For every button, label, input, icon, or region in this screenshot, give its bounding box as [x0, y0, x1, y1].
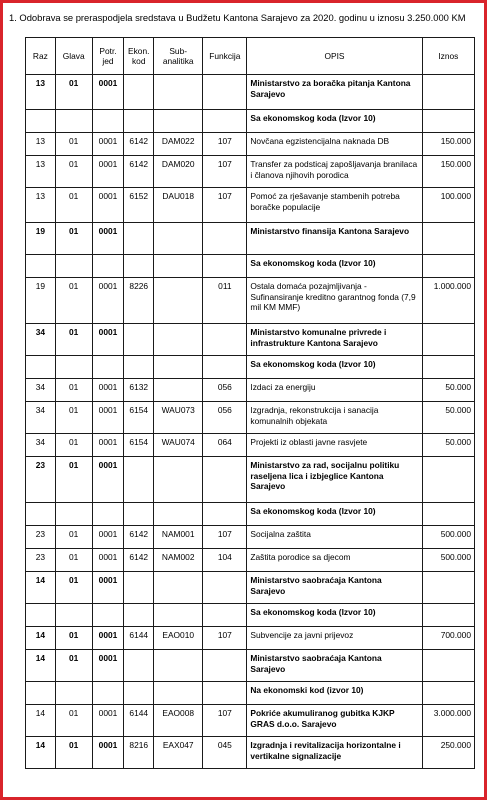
- cell-iznos: 50.000: [422, 402, 474, 434]
- cell-funkcija: 056: [203, 379, 247, 402]
- cell-ekon-kod: 6144: [124, 627, 154, 650]
- cell-subanalitika: [154, 379, 203, 402]
- table-row: [26, 627, 475, 650]
- header-ekon-kod: Ekon. kod: [124, 38, 154, 75]
- cell-raz: 23: [26, 457, 56, 503]
- cell-subanalitika: [154, 255, 203, 278]
- cell-potr-jed: [92, 255, 124, 278]
- cell-iznos: 700.000: [422, 627, 474, 650]
- cell-funkcija: 107: [203, 526, 247, 549]
- table-row: [26, 402, 475, 434]
- cell-glava: 01: [55, 705, 92, 737]
- cell-subanalitika: [154, 110, 203, 133]
- table-row: [26, 324, 475, 356]
- cell-glava: [55, 110, 92, 133]
- cell-funkcija: [203, 503, 247, 526]
- cell-ekon-kod: [124, 110, 154, 133]
- table-row: [26, 133, 475, 156]
- cell-raz: 23: [26, 526, 56, 549]
- cell-opis: Izgradnja, rekonstrukcija i sanacija komunalnih objekata: [247, 402, 422, 434]
- cell-ekon-kod: [124, 356, 154, 379]
- table-row: [26, 457, 475, 503]
- cell-subanalitika: [154, 324, 203, 356]
- cell-ekon-kod: [124, 324, 154, 356]
- cell-iznos: 3.000.000: [422, 705, 474, 737]
- cell-ekon-kod: 6154: [124, 434, 154, 457]
- table-row: [26, 223, 475, 255]
- cell-raz: 34: [26, 324, 56, 356]
- cell-glava: 01: [55, 650, 92, 682]
- cell-funkcija: 056: [203, 402, 247, 434]
- cell-raz: [26, 255, 56, 278]
- cell-subanalitika: DAU018: [154, 188, 203, 223]
- cell-potr-jed: 0001: [92, 278, 124, 324]
- cell-iznos: 100.000: [422, 188, 474, 223]
- cell-subanalitika: EAO008: [154, 705, 203, 737]
- cell-potr-jed: 0001: [92, 572, 124, 604]
- cell-funkcija: [203, 110, 247, 133]
- cell-opis: Izdaci za energiju: [247, 379, 422, 402]
- cell-potr-jed: 0001: [92, 379, 124, 402]
- cell-funkcija: [203, 457, 247, 503]
- cell-glava: 01: [55, 133, 92, 156]
- cell-opis: Subvencije za javni prijevoz: [247, 627, 422, 650]
- cell-potr-jed: 0001: [92, 627, 124, 650]
- cell-opis: Transfer za podsticaj zapošljavanja branilaca i članova njihovih porodica: [247, 156, 422, 188]
- cell-potr-jed: 0001: [92, 705, 124, 737]
- cell-opis: Zaštita porodice sa djecom: [247, 549, 422, 572]
- table-row: [26, 110, 475, 133]
- cell-ekon-kod: [124, 75, 154, 110]
- cell-subanalitika: WAU074: [154, 434, 203, 457]
- cell-iznos: 150.000: [422, 133, 474, 156]
- cell-funkcija: 107: [203, 133, 247, 156]
- cell-raz: 14: [26, 627, 56, 650]
- cell-funkcija: 107: [203, 705, 247, 737]
- cell-potr-jed: [92, 604, 124, 627]
- header-raz: Raz: [26, 38, 56, 75]
- cell-funkcija: [203, 324, 247, 356]
- cell-subanalitika: EAX047: [154, 737, 203, 769]
- cell-funkcija: [203, 255, 247, 278]
- cell-iznos: [422, 356, 474, 379]
- cell-raz: [26, 110, 56, 133]
- cell-subanalitika: NAM001: [154, 526, 203, 549]
- cell-iznos: 50.000: [422, 379, 474, 402]
- cell-subanalitika: [154, 604, 203, 627]
- cell-glava: 01: [55, 324, 92, 356]
- cell-glava: 01: [55, 737, 92, 769]
- cell-subanalitika: NAM002: [154, 549, 203, 572]
- cell-ekon-kod: 6132: [124, 379, 154, 402]
- cell-raz: [26, 356, 56, 379]
- cell-glava: [55, 682, 92, 705]
- cell-funkcija: 107: [203, 156, 247, 188]
- table-row: [26, 682, 475, 705]
- cell-potr-jed: 0001: [92, 737, 124, 769]
- cell-potr-jed: 0001: [92, 223, 124, 255]
- cell-potr-jed: 0001: [92, 324, 124, 356]
- cell-subanalitika: [154, 457, 203, 503]
- cell-funkcija: [203, 604, 247, 627]
- cell-iznos: 150.000: [422, 156, 474, 188]
- table-row: [26, 604, 475, 627]
- cell-ekon-kod: 8216: [124, 737, 154, 769]
- table-row: [26, 503, 475, 526]
- table-row: [26, 156, 475, 188]
- cell-glava: 01: [55, 627, 92, 650]
- cell-glava: 01: [55, 572, 92, 604]
- cell-ekon-kod: [124, 255, 154, 278]
- cell-potr-jed: [92, 356, 124, 379]
- table-row: [26, 572, 475, 604]
- cell-ekon-kod: 8226: [124, 278, 154, 324]
- cell-raz: 19: [26, 278, 56, 324]
- cell-funkcija: 107: [203, 627, 247, 650]
- cell-ekon-kod: 6142: [124, 526, 154, 549]
- cell-iznos: [422, 75, 474, 110]
- cell-opis: Pomoć za rješavanje stambenih potreba boračke populacije: [247, 188, 422, 223]
- cell-raz: 13: [26, 188, 56, 223]
- cell-glava: 01: [55, 549, 92, 572]
- cell-potr-jed: 0001: [92, 434, 124, 457]
- cell-subanalitika: [154, 650, 203, 682]
- cell-potr-jed: 0001: [92, 549, 124, 572]
- cell-potr-jed: 0001: [92, 188, 124, 223]
- cell-opis: Ministarstvo za rad, socijalnu politiku raseljena lica i izbjeglice Kantona Sarajevo: [247, 457, 422, 503]
- cell-glava: 01: [55, 223, 92, 255]
- cell-glava: 01: [55, 526, 92, 549]
- cell-opis: Pokriće akumuliranog gubitka KJKP GRAS d.o.o. Sarajevo: [247, 705, 422, 737]
- cell-potr-jed: 0001: [92, 650, 124, 682]
- cell-iznos: [422, 457, 474, 503]
- cell-glava: [55, 356, 92, 379]
- cell-subanalitika: [154, 356, 203, 379]
- cell-opis: Socijalna zaštita: [247, 526, 422, 549]
- table-row: [26, 379, 475, 402]
- cell-glava: 01: [55, 156, 92, 188]
- cell-opis: Ministarstvo komunalne privrede i infrastrukture Kantona Sarajevo: [247, 324, 422, 356]
- cell-opis: Sa ekonomskog koda (Izvor 10): [247, 255, 422, 278]
- cell-opis: Ministarstvo saobraćaja Kantona Sarajevo: [247, 572, 422, 604]
- cell-subanalitika: [154, 572, 203, 604]
- cell-ekon-kod: 6152: [124, 188, 154, 223]
- cell-subanalitika: [154, 503, 203, 526]
- cell-ekon-kod: [124, 457, 154, 503]
- cell-iznos: 250.000: [422, 737, 474, 769]
- cell-raz: 13: [26, 156, 56, 188]
- cell-potr-jed: 0001: [92, 75, 124, 110]
- cell-funkcija: 064: [203, 434, 247, 457]
- cell-raz: 14: [26, 650, 56, 682]
- cell-raz: [26, 682, 56, 705]
- budget-table: [25, 37, 475, 769]
- cell-subanalitika: WAU073: [154, 402, 203, 434]
- cell-opis: Ostala domaća pozajmljivanja - Sufinansiranje kreditno garantnog fonda (7,9 mil KM MMF): [247, 278, 422, 324]
- cell-opis: Projekti iz oblasti javne rasvjete: [247, 434, 422, 457]
- header-subanalitika: Sub-analitika: [154, 38, 203, 75]
- cell-ekon-kod: [124, 223, 154, 255]
- table-row: [26, 278, 475, 324]
- intro-paragraph: 1. Odobrava se preraspodjela sredstava u Budžetu Kantona Sarajevo za 2020. godinu u iznosu 3.250.000 KM: [9, 12, 466, 23]
- header-iznos: Iznos: [422, 38, 474, 75]
- cell-opis: Novčana egzistencijalna naknada DB: [247, 133, 422, 156]
- cell-glava: 01: [55, 434, 92, 457]
- cell-ekon-kod: 6142: [124, 156, 154, 188]
- cell-potr-jed: 0001: [92, 133, 124, 156]
- cell-glava: 01: [55, 379, 92, 402]
- cell-subanalitika: [154, 75, 203, 110]
- cell-iznos: 500.000: [422, 549, 474, 572]
- table-row: [26, 356, 475, 379]
- cell-potr-jed: [92, 503, 124, 526]
- cell-potr-jed: [92, 110, 124, 133]
- header-opis: OPIS: [247, 38, 422, 75]
- cell-iznos: [422, 604, 474, 627]
- cell-funkcija: [203, 650, 247, 682]
- cell-ekon-kod: [124, 503, 154, 526]
- cell-ekon-kod: 6142: [124, 133, 154, 156]
- cell-subanalitika: [154, 682, 203, 705]
- table-row: [26, 650, 475, 682]
- cell-subanalitika: DAM022: [154, 133, 203, 156]
- table-row: [26, 255, 475, 278]
- cell-iznos: [422, 255, 474, 278]
- cell-glava: 01: [55, 278, 92, 324]
- cell-iznos: [422, 572, 474, 604]
- cell-iznos: [422, 110, 474, 133]
- cell-funkcija: [203, 75, 247, 110]
- table-row: [26, 737, 475, 769]
- cell-ekon-kod: [124, 650, 154, 682]
- table-body: [26, 75, 475, 769]
- cell-opis: Sa ekonomskog koda (Izvor 10): [247, 604, 422, 627]
- cell-raz: 14: [26, 737, 56, 769]
- table-row: [26, 75, 475, 110]
- cell-ekon-kod: 6142: [124, 549, 154, 572]
- cell-iznos: [422, 223, 474, 255]
- cell-funkcija: 104: [203, 549, 247, 572]
- cell-glava: [55, 255, 92, 278]
- cell-funkcija: 107: [203, 188, 247, 223]
- cell-funkcija: [203, 682, 247, 705]
- cell-iznos: 500.000: [422, 526, 474, 549]
- cell-raz: 19: [26, 223, 56, 255]
- table-row: [26, 434, 475, 457]
- cell-iznos: [422, 324, 474, 356]
- cell-raz: 14: [26, 572, 56, 604]
- cell-funkcija: [203, 356, 247, 379]
- cell-raz: 23: [26, 549, 56, 572]
- cell-raz: 14: [26, 705, 56, 737]
- cell-opis: Ministarstvo saobraćaja Kantona Sarajevo: [247, 650, 422, 682]
- table-row: [26, 705, 475, 737]
- cell-potr-jed: 0001: [92, 156, 124, 188]
- cell-iznos: [422, 682, 474, 705]
- cell-raz: 34: [26, 379, 56, 402]
- cell-raz: 13: [26, 75, 56, 110]
- header-potr-jed: Potr. jed: [92, 38, 124, 75]
- cell-subanalitika: [154, 278, 203, 324]
- cell-glava: 01: [55, 457, 92, 503]
- cell-ekon-kod: [124, 604, 154, 627]
- table-row: [26, 526, 475, 549]
- cell-glava: [55, 503, 92, 526]
- cell-iznos: [422, 650, 474, 682]
- cell-opis: Sa ekonomskog koda (Izvor 10): [247, 356, 422, 379]
- cell-subanalitika: EAO010: [154, 627, 203, 650]
- header-funkcija: Funkcija: [203, 38, 247, 75]
- table-row: [26, 188, 475, 223]
- cell-ekon-kod: 6154: [124, 402, 154, 434]
- table-row: [26, 549, 475, 572]
- cell-opis: Na ekonomski kod (izvor 10): [247, 682, 422, 705]
- cell-raz: [26, 604, 56, 627]
- cell-subanalitika: DAM020: [154, 156, 203, 188]
- cell-potr-jed: 0001: [92, 526, 124, 549]
- cell-glava: [55, 604, 92, 627]
- cell-funkcija: [203, 223, 247, 255]
- table-header-row: [26, 38, 475, 75]
- cell-glava: 01: [55, 402, 92, 434]
- cell-opis: Ministarstvo za boračka pitanja Kantona Sarajevo: [247, 75, 422, 110]
- cell-glava: 01: [55, 75, 92, 110]
- cell-opis: Izgradnja i revitalizacija horizontalne i vertikalne signalizacije: [247, 737, 422, 769]
- cell-glava: 01: [55, 188, 92, 223]
- cell-opis: Ministarstvo finansija Kantona Sarajevo: [247, 223, 422, 255]
- cell-opis: Sa ekonomskog koda (Izvor 10): [247, 110, 422, 133]
- cell-opis: Sa ekonomskog koda (Izvor 10): [247, 503, 422, 526]
- cell-iznos: [422, 503, 474, 526]
- cell-potr-jed: 0001: [92, 402, 124, 434]
- cell-potr-jed: 0001: [92, 457, 124, 503]
- cell-iznos: 50.000: [422, 434, 474, 457]
- cell-funkcija: [203, 572, 247, 604]
- cell-raz: 34: [26, 434, 56, 457]
- cell-funkcija: 011: [203, 278, 247, 324]
- cell-raz: 13: [26, 133, 56, 156]
- cell-ekon-kod: 6144: [124, 705, 154, 737]
- header-glava: Glava: [55, 38, 92, 75]
- cell-potr-jed: [92, 682, 124, 705]
- cell-raz: 34: [26, 402, 56, 434]
- cell-ekon-kod: [124, 572, 154, 604]
- cell-raz: [26, 503, 56, 526]
- cell-ekon-kod: [124, 682, 154, 705]
- cell-iznos: 1.000.000: [422, 278, 474, 324]
- cell-funkcija: 045: [203, 737, 247, 769]
- cell-subanalitika: [154, 223, 203, 255]
